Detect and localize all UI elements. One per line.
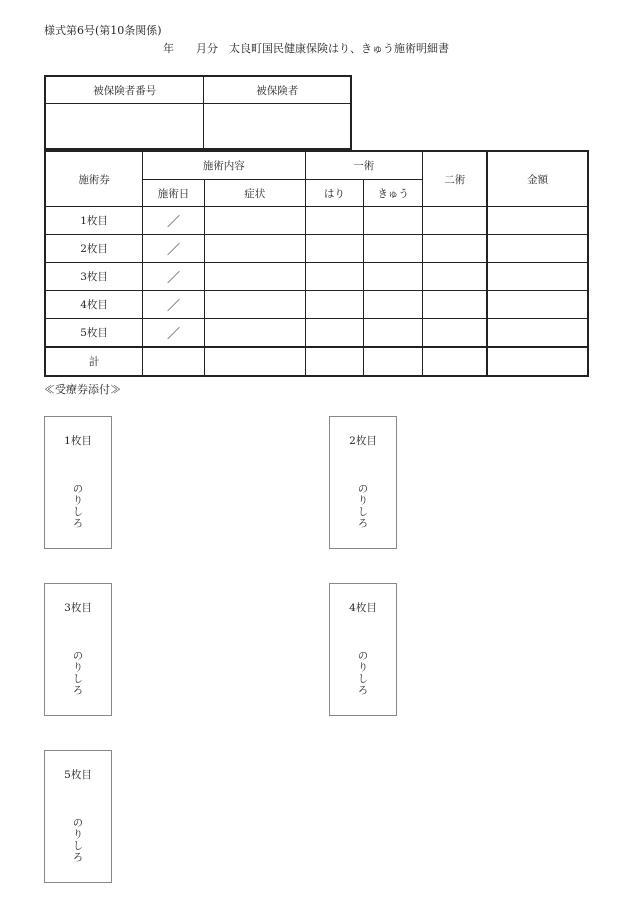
total-kyu-field[interactable] <box>364 347 423 376</box>
amount-field[interactable] <box>487 263 588 291</box>
table-row <box>45 319 588 348</box>
ticket-attach-label: 3枚目 <box>64 602 92 614</box>
kyu-field[interactable] <box>364 263 423 291</box>
total-two-technique-field[interactable] <box>423 347 488 376</box>
amount-field[interactable] <box>487 319 588 348</box>
symptom-field[interactable] <box>204 235 305 263</box>
kyu-field[interactable] <box>364 235 423 263</box>
ticket-attach-area-5[interactable] <box>44 750 112 883</box>
total-symptom-field[interactable] <box>204 347 305 376</box>
two-technique-field[interactable] <box>423 263 488 291</box>
col-header-one-technique: 一術 <box>305 151 423 180</box>
table-row <box>45 207 588 235</box>
insured-name-header: 被保険者 <box>204 76 351 104</box>
amount-field[interactable] <box>487 235 588 263</box>
ticket-attach-label: 2枚目 <box>349 435 377 447</box>
row-label: 5枚目 <box>45 319 143 348</box>
date-field[interactable]: ／ <box>143 319 205 348</box>
date-field[interactable]: ／ <box>143 235 205 263</box>
col-header-symptom: 症状 <box>204 180 305 207</box>
two-technique-field[interactable] <box>423 207 488 235</box>
total-label: 計 <box>45 347 143 376</box>
row-label: 1枚目 <box>45 207 143 235</box>
row-label: 4枚目 <box>45 291 143 319</box>
symptom-field[interactable] <box>204 291 305 319</box>
col-header-amount: 金額 <box>487 151 588 207</box>
two-technique-field[interactable] <box>423 291 488 319</box>
col-header-kyu: きゅう <box>364 180 423 207</box>
date-field[interactable]: ／ <box>143 291 205 319</box>
ticket-attach-label: 1枚目 <box>64 435 92 447</box>
kyu-field[interactable] <box>364 291 423 319</box>
col-header-hari: はり <box>305 180 364 207</box>
glue-area-text: のりしろ <box>356 483 369 529</box>
col-header-ticket: 施術券 <box>45 151 143 207</box>
total-hari-field[interactable] <box>305 347 364 376</box>
insured-info-table <box>44 75 352 150</box>
two-technique-field[interactable] <box>423 235 488 263</box>
insured-name-field[interactable] <box>204 104 351 150</box>
row-label: 3枚目 <box>45 263 143 291</box>
ticket-attach-area-1[interactable] <box>44 416 112 549</box>
col-header-content: 施術内容 <box>143 151 305 180</box>
kyu-field[interactable] <box>364 207 423 235</box>
amount-field[interactable] <box>487 291 588 319</box>
attachment-section-label: ≪受療券添付≫ <box>44 383 121 396</box>
symptom-field[interactable] <box>204 263 305 291</box>
hari-field[interactable] <box>305 263 364 291</box>
treatment-detail-table <box>44 150 589 377</box>
glue-area-text: のりしろ <box>356 650 369 696</box>
insured-number-header: 被保険者番号 <box>45 76 204 104</box>
date-field[interactable]: ／ <box>143 263 205 291</box>
ticket-attach-area-4[interactable] <box>329 583 397 716</box>
total-amount-field[interactable] <box>487 347 588 376</box>
ticket-attach-area-3[interactable] <box>44 583 112 716</box>
date-field[interactable]: ／ <box>143 207 205 235</box>
table-row <box>45 291 588 319</box>
table-row <box>45 263 588 291</box>
ticket-attach-area-2[interactable] <box>329 416 397 549</box>
hari-field[interactable] <box>305 235 364 263</box>
kyu-field[interactable] <box>364 319 423 348</box>
glue-area-text: のりしろ <box>71 483 84 529</box>
symptom-field[interactable] <box>204 207 305 235</box>
page-title: 年 月分 太良町国民健康保険はり、きゅう施術明細書 <box>163 42 449 55</box>
hari-field[interactable] <box>305 291 364 319</box>
col-header-date: 施術日 <box>143 180 205 207</box>
two-technique-field[interactable] <box>423 319 488 348</box>
hari-field[interactable] <box>305 319 364 348</box>
ticket-attach-label: 5枚目 <box>64 769 92 781</box>
insured-number-field[interactable] <box>45 104 204 150</box>
form-number-label: 様式第6号(第10条関係) <box>44 24 162 37</box>
hari-field[interactable] <box>305 207 364 235</box>
ticket-attach-label: 4枚目 <box>349 602 377 614</box>
glue-area-text: のりしろ <box>71 650 84 696</box>
symptom-field[interactable] <box>204 319 305 348</box>
glue-area-text: のりしろ <box>71 817 84 863</box>
col-header-two-technique: 二術 <box>423 151 488 207</box>
total-row <box>45 347 588 376</box>
amount-field[interactable] <box>487 207 588 235</box>
row-label: 2枚目 <box>45 235 143 263</box>
total-date-field[interactable] <box>143 347 205 376</box>
table-row <box>45 235 588 263</box>
